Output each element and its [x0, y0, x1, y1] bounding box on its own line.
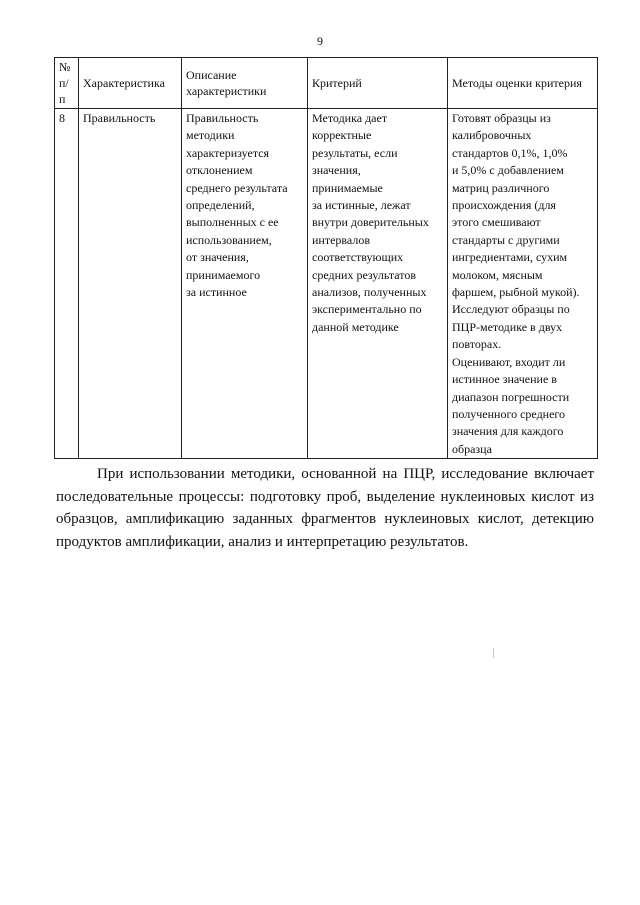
cell-methods: Готовят образцы из калибровочных стандартов 0,1%, 1,0% и 5,0% с добавлением матриц различного происхождения (для этого смешивают стандарты с другими ингредиентами, сухим молоком, мясным фаршем, рыбной мукой). Исследуют образцы по ПЦР-методике в двух повторах. Оценивают, входит ли истинное значение в диапазон погрешности полученного среднего значения для каждого образца [448, 109, 598, 459]
cell-description: Правильность методики характеризуется отклонением среднего результата определений, выполненных с ее использованием, от значения, принимаемого за истинное [182, 109, 308, 459]
page-number: 9 [317, 34, 323, 48]
cell-criterion: Методика дает корректные результаты, если значения, принимаемые за истинные, лежат внутри доверительных интервалов соответствующих средних результатов анализов, полученных экспериментально по данной методике [308, 109, 448, 459]
header-methods: Методы оценки критерия [448, 58, 598, 109]
table-header-row [55, 58, 598, 109]
criteria-table [54, 57, 598, 459]
header-characteristic: Характеристика [79, 58, 182, 109]
header-criterion: Критерий [308, 58, 448, 109]
table-row [55, 109, 598, 459]
cell-number: 8 [55, 109, 79, 459]
scan-artifact [493, 648, 494, 658]
header-description: Описание характеристики [182, 58, 308, 109]
header-number: № п/п [55, 58, 79, 109]
cell-characteristic: Правильность [79, 109, 182, 459]
body-paragraph: При использовании методики, основанной на ПЦР, исследование включает последовательные процессы: подготовку проб, выделение нуклеиновых кислот из образцов, амплификацию заданных фрагментов нуклеиновых кислот, детекцию продуктов амплификации, анализ и интерпретацию результатов. [56, 466, 594, 550]
